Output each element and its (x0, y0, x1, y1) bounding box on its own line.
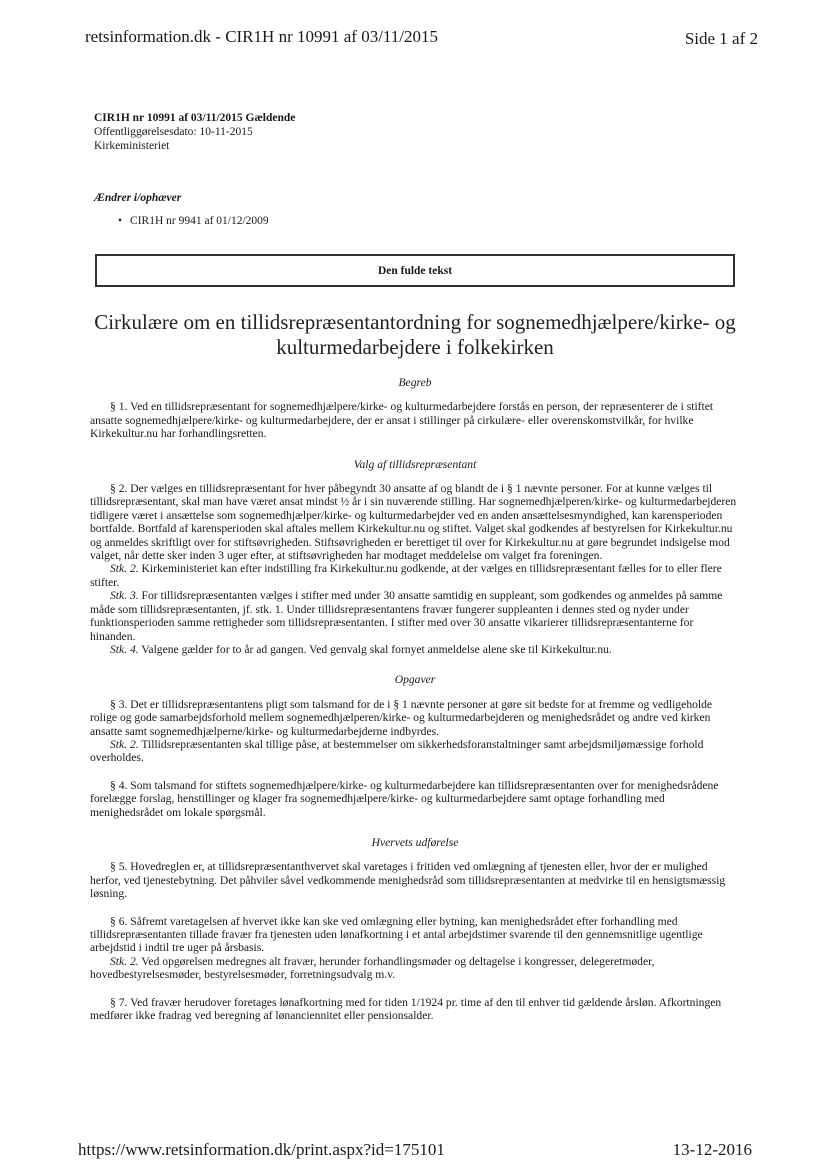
paragraph-2-stk-2 (90, 562, 740, 589)
stk-label: Stk. 4. (110, 642, 139, 656)
publication-date: Offentliggørelsesdato: 10-11-2015 (94, 126, 253, 138)
header-source: retsinformation.dk - CIR1H nr 10991 af 03/11/2015 (85, 27, 439, 46)
paragraph-2-stk-4 (90, 643, 740, 656)
full-text-banner (95, 254, 735, 287)
section-title-hvervets: Hvervets udførelse (371, 835, 459, 849)
stk-label: Stk. 2. (110, 562, 139, 576)
document-id-status: CIR1H nr 10991 af 03/11/2015 Gældende (94, 112, 296, 124)
footer-date: 13-12-2016 (672, 1140, 752, 1159)
section-title-opgaver: Opgaver (394, 673, 436, 687)
page-number: Side 1 af 2 (684, 29, 758, 48)
section-title-begreb: Begreb (398, 376, 432, 389)
changes-list (118, 215, 269, 227)
stk-text: For tillidsrepræsentanten vælges i stifter med under 30 ansatte samtidig en suppleant, som godkendes og anmeldes på samme måde som tillidsrepræsentanten, jf. stk. 1. Under tillidsrepræsentantens fravær fungerer suppleanten i dennes sted og nyder under funktionsperioden samme rettigheder som tillidsrepræsentanten. I stifter med over 30 ansatte vikarierer tillidsrepræsentanterne for hinanden. (90, 589, 723, 643)
footer-url[interactable]: https://www.retsinformation.dk/print.aspx?id=175101 (78, 1140, 445, 1159)
stk-text: Valgene gælder for to år ad gangen. Ved genvalg skal fornyet anmeldelse alene ske til Kirkekultur.nu. (138, 642, 612, 656)
paragraph-6: § 6. Såfremt varetagelsen af hvervet ikke kan ske ved omlægning eller bytning, kan menighedsrådet efter forhandling med tillidsrepræsentanten tillade fravær fra tjenesten uden lønafkortning i et antal arbejdstimer svarende til den gennemsnitlige ugentlige arbejdstid i indtil tre uger på årsbasis. (90, 914, 703, 955)
paragraph-2: § 2. Der vælges en tillidsrepræsentant for hver påbegyndt 30 ansatte af og blandt de i § 1 nævnte personer. For at kunne vælges til tillidsrepræsentant, skal man have været ansat mindst ½ år i sin nuværende stilling. Har sognemedhjælperen/kirke- og kulturmedarbejderen tidligere været i ansættelse som sognemedhjælper/kirke- og kulturmedarbejder ved en anden ansættelsesmyndighed, kan karensperioden bortfalde. Bortfald af karensperioden skal aftales mellem Kirkekultur.nu og stiftet. Valget skal godkendes af bestyrelsen for Kirkekultur.nu og anmeldes skriftligt over for stiftsøvrigheden. Stiftsøvrigheden er berettiget til over for Kirkekultur.nu at gøre begrundet indsigelse mod valget, når dette sker inden 3 uger efter, at stiftsøvrigheden har modtaget meddelelse om valget fra foreningen. (90, 482, 737, 563)
ministry-name: Kirkeministeriet (94, 140, 170, 152)
paragraph-7: § 7. Ved fravær herudover foretages lønafkortning med for tiden 1/1924 pr. time af den til enhver tid gældende årsløn. Afkortningen medfører ikke fradrag ved beregning af lønanciennitet eller pensionsalder. (90, 995, 722, 1023)
document-title: Cirkulære om en tillidsrepræsentantordning for sognemedhjælpere/kirke- og kulturmedarbejdere i folkekirken (94, 310, 736, 359)
stk-text: Ved opgørelsen medregnes alt fravær, herunder forhandlingsmøder og deltagelse i kongresser, delegeretmøder, hovedbestyrelsesmøder, bestyrelsesmøder, forretningsudvalg m.v. (90, 954, 655, 982)
paragraph-4: § 4. Som talsmand for stiftets sognemedhjælpere/kirke- og kulturmedarbejdere kan tillidsrepræsentanten over for menighedsrådene forelægge forslag, henstillinger og klager fra sognemedhjælpere/kirke- og kulturmedarbejdere samt optage forhandling med menighedsrådet om lokale spørgsmål. (90, 778, 719, 819)
changes-heading: Ændrer i/ophæver (94, 192, 182, 204)
stk-text: Tillidsrepræsentanten skal tillige påse, at bestemmelser om sikkerhedsforanstaltninger samt arbejdsmiljømæssige forhold overholdes. (90, 737, 704, 765)
changes-list-item[interactable]: • CIR1H nr 9941 af 01/12/2009 (118, 215, 269, 227)
paragraph-3-stk-2 (90, 738, 740, 765)
paragraph-2-stk-3 (90, 589, 740, 643)
stk-label: Stk. 3. (110, 589, 139, 603)
stk-text: Kirkeministeriet kan efter indstilling fra Kirkekultur.nu godkende, at der vælges en tillidsrepræsentant fælles for to eller flere stifter. (90, 562, 722, 589)
stk-label: Stk. 2. (110, 737, 139, 751)
paragraph-1: § 1. Ved en tillidsrepræsentant for sognemedhjælpere/kirke- og kulturmedarbejdere forstås en person, der repræsenterer de i stiftet ansatte sognemedhjælpere/kirke- og kulturmedarbejdere, der er ansat i stillinger på cirkulære- eller overenskomstvilkår, for hvilke Kirkekultur.nu har forhandlingsretten. (90, 400, 714, 441)
section-title-valg: Valg af tillidsrepræsentant (353, 457, 477, 471)
paragraph-5: § 5. Hovedreglen er, at tillidsrepræsentanthvervet skal varetages i fritiden ved omlægning af tjenesten eller, hvor der er mulighed herfor, ved tjenestebytning. Det påhviler såvel vedkommende menighedsråd som tillidsrepræsentanten at medvirke til en hensigtsmæssig løsning. (90, 860, 726, 901)
paragraph-6-stk-2 (90, 955, 740, 982)
paragraph-3: § 3. Det er tillidsrepræsentantens pligt som talsmand for de i § 1 nævnte personer at gøre sit bedste for at fremme og vedligeholde rolige og gode samarbejdsforhold mellem sognemedhjælperen/kirke- og kulturmedarbejderen og menighedsrådet og andre ved kirken ansatte samt sognemedhjælperne/kirke- og kulturmedarbejderne indbyrdes. (90, 697, 713, 738)
stk-label: Stk. 2. (110, 954, 139, 968)
full-text-label: Den fulde tekst (377, 264, 453, 277)
document-body (90, 376, 740, 1022)
document-meta (94, 111, 295, 153)
